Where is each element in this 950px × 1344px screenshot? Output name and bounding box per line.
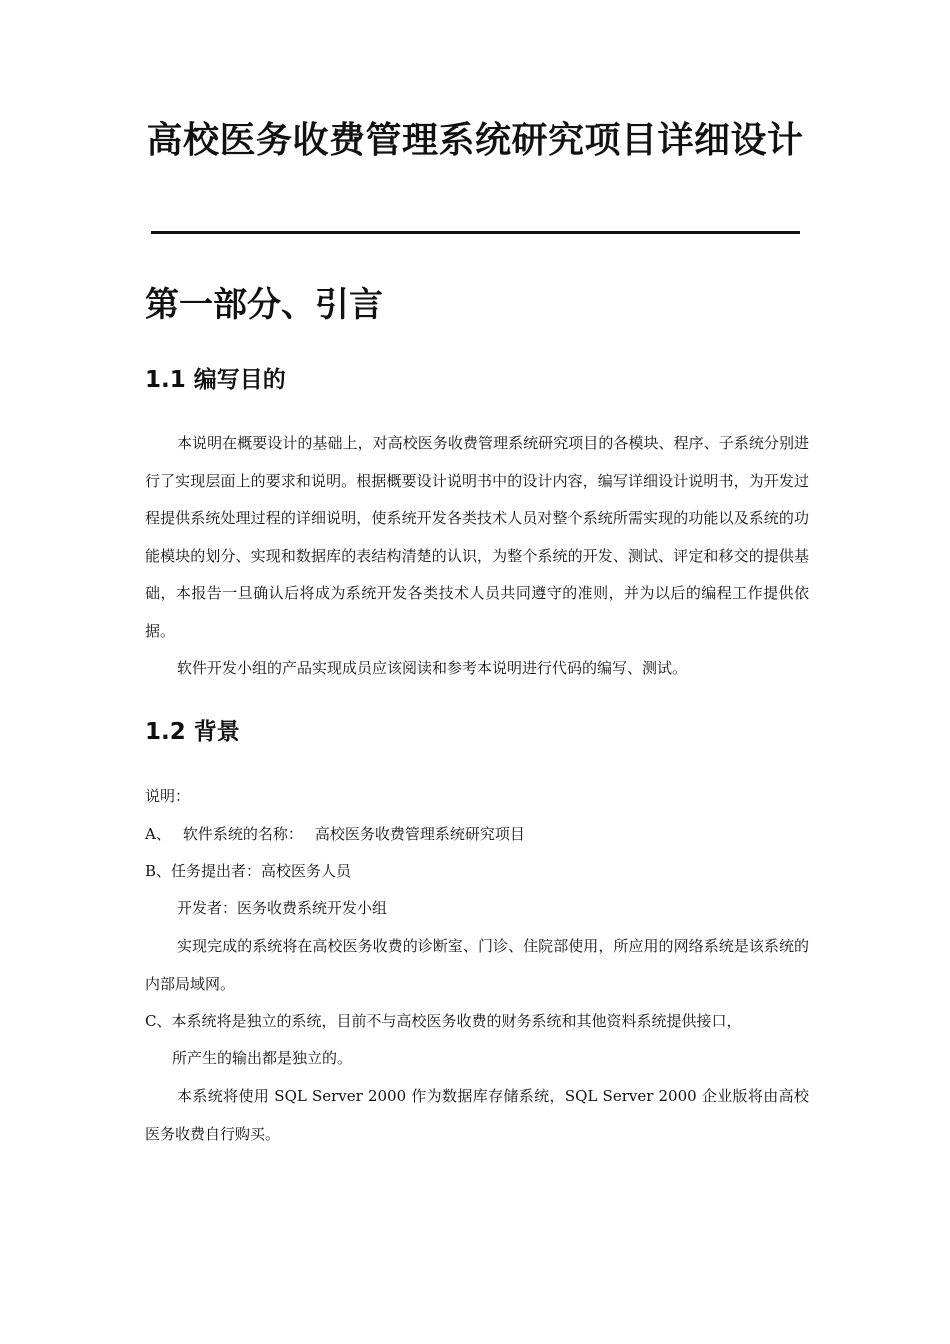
item-a-value: 高校医务收费管理系统研究项目 [314,825,525,843]
list-item-c: C、本系统将是独立的系统，目前不与高校医务收费的财务系统和其他资料系统提供接口， [145,1012,742,1030]
list-item-a [145,816,525,854]
document-title: 高校医务收费管理系统研究项目详细设计 [146,120,804,161]
database-paragraph: 本系统将使用 SQL Server 2000 作为数据库存储系统，SQL Server 2000 企业版将由高校医务收费自行购买。 [145,1087,809,1143]
section-heading-purpose: 1.1 编写目的 [145,367,286,393]
background-intro: 说明： [145,787,191,805]
part-heading: 第一部分、引言 [145,285,383,325]
developer-line: 开发者：医务收费系统开发小组 [177,899,388,917]
section-heading-background: 1.2 背景 [145,719,240,745]
list-item-b: B、任务提出者：高校医务人员 [145,862,352,880]
list-item-c-continuation: 所产生的输出都是独立的。 [172,1049,353,1067]
purpose-paragraph: 本说明在概要设计的基础上，对高校医务收费管理系统研究项目的各模块、程序、子系统分别进行了实现层面上的要求和说明。根据概要设计说明书中的设计内容，编写详细设计说明书，为开发过程提供系统处理过程的详细说明，使系统开发各类技术人员对整个系统所需实现的功能以及系统的功能模块的划分、实现和数据库的表结构清楚的认识，为整个系统的开发、测试、评定和移交的提供基础，本报告一旦确认后将成为系统开发各类技术人员共同遵守的准则，并为以后的编程工作提供依据。 [145,434,809,640]
network-paragraph: 实现完成的系统将在高校医务收费的诊断室、门诊、住院部使用，所应用的网络系统是该系统的内部局域网。 [145,937,809,993]
item-a-label: A、 [145,825,171,843]
item-a-key: 软件系统的名称： [182,825,303,843]
title-divider [151,231,800,234]
readers-paragraph: 软件开发小组的产品实现成员应该阅读和参考本说明进行代码的编写、测试。 [177,659,688,677]
